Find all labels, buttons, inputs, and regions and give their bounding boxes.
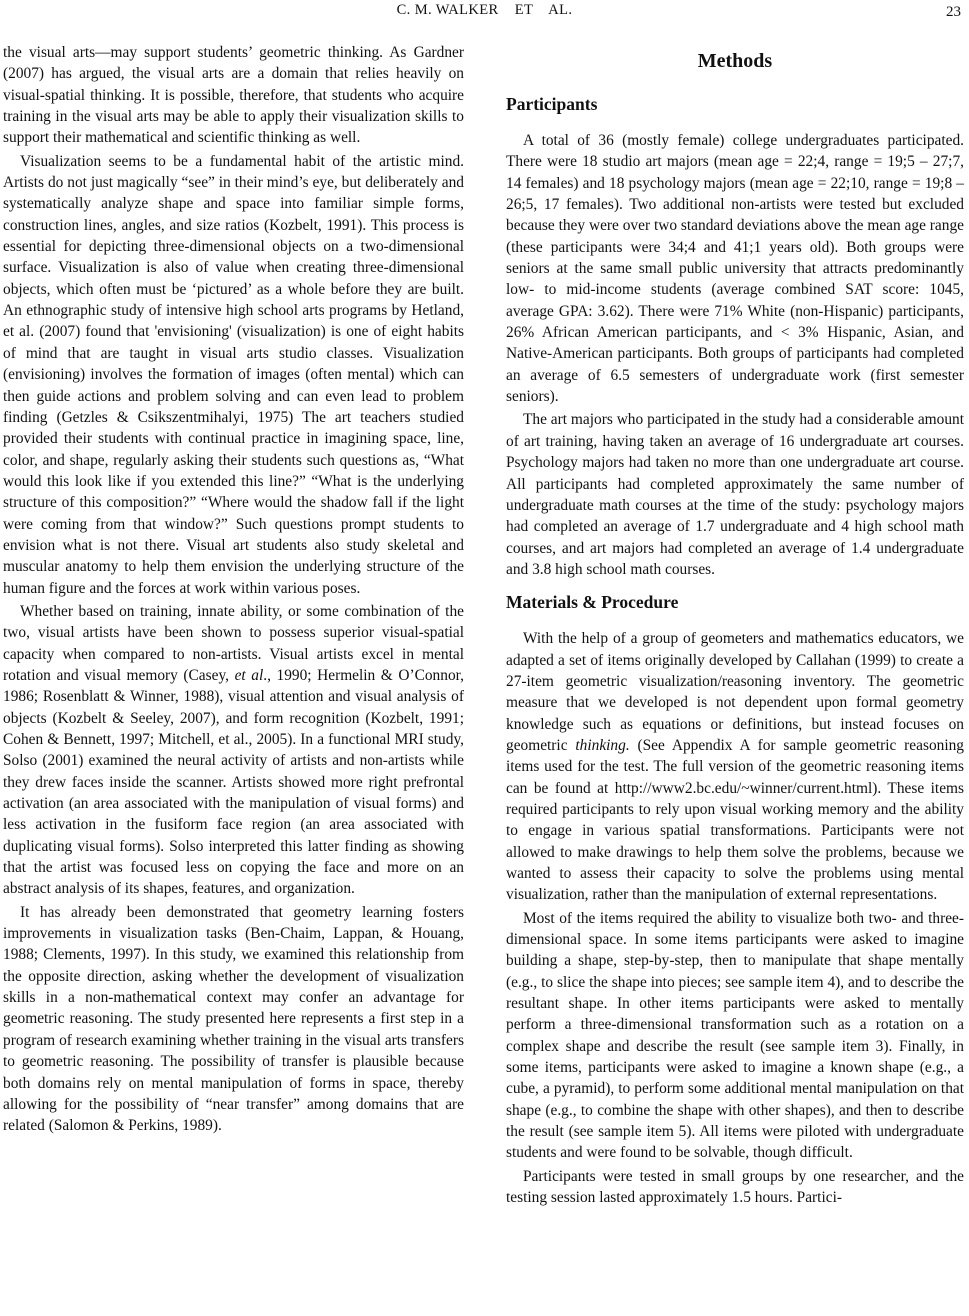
paragraph bbox=[506, 628, 964, 905]
paragraph bbox=[3, 601, 464, 900]
paragraph: A total of 36 (mostly female) college undergraduates participated. There were 18 studio art majors (mean age = 22;4, range = 19;5 – 27;7, 14 females) and 18 psychology majors (mean age = 22;10, range = 19;8 – 26;5, 17 females). Two additional non-artists were tested but excluded because they were over two standard deviations above the mean age range (these participants were 34;4 and 41;1 years old). Both groups were seniors at the same small public university that attracts predominantly low- to mid-income students (average combined SAT score: 1045, average GPA: 3.62). There were 71% White (non-Hispanic) participants, 26% African American participants, and < 3% Hispanic, Asian, and Native-American participants. Both groups of participants had completed an average of 6.5 semesters of undergraduate work (first semester seniors). bbox=[506, 132, 964, 406]
paragraph: It has already been demonstrated that geometry learning fosters improvements in visualization tasks (Ben-Chaim, Lappan, & Houang, 1988; Clements, 1997). In this study, we examined this relationship from the opposite direction, asking whether the development of visualization skills in a non-mathematical context may confer an advantage for geometric reasoning. The study presented here represents a first step in a program of research examining whether training in the visual arts transfers to geometric reasoning. The possibility of transfer is plausible because both domains rely on mental manipulation of forms in space, thereby allowing for the possibility of “near transfer” among domains that are related (Salomon & Perkins, 1989). bbox=[3, 903, 464, 1135]
text-run: ., 1990; Hermelin & O’Connor, 1986; Rosenblatt & Winner, 1988), visual attention and visual analysis of objects (Kozbelt & Seeley, 2007), and form recognition (Kozbelt, 1991; Cohen & Bennett, 1997; Mitchell, et al., 2005). In a functional MRI study, Solso (2001) examined the neural activity of artists and non-artists while they drew faces inside the scanner. Artists showed more right prefrontal activation (an area associated with the manipulation of visual forms) and less activation in the fusiform face region (an area associated with duplicating visual forms). Solso interpreted this latter finding as showing that the artist was focused less on copying the face and more on an abstract analysis of its shapes, features, and organization. bbox=[3, 666, 464, 898]
running-head-author: C. M. WALKER ET AL. bbox=[396, 2, 573, 18]
italic-text: et al bbox=[234, 666, 264, 684]
right-column bbox=[506, 42, 964, 1209]
paragraph: the visual arts—may support students’ geometric thinking. As Gardner (2007) has argued, the visual arts are a domain that relies heavily on visual-spatial thinking. It is possible, therefore, that students who acquire training in the visual arts may be able to apply their visualization skills to support their mathematical and scientific thinking as well. bbox=[3, 44, 464, 147]
running-head bbox=[0, 0, 969, 24]
text-run: With the help of a group of geometers and mathematics educators, we adapted a set of items originally developed by Callahan (1999) to create a 27-item geometric visualization/reasoning inventory. The geometric measure that we developed is not dependent upon formal geometry knowledge such as equations or definitions, but instead focuses on geometric bbox=[506, 630, 964, 754]
text-run: (See Appendix A for sample geometric reasoning items used for the test. The full version of the geometric reasoning items can be found at http://www2.bc.edu/~winner/current.html). These items required participants to rely upon visual working memory and the ability to engage in various spatial transformations. Participants were not allowed to make drawings to help them solve the problems, because we wanted to assess their capacity to solve the problems using mental visualization, rather than the manipulation of external representations. bbox=[506, 736, 964, 904]
page-number: 23 bbox=[946, 4, 961, 20]
subsection-title-materials: Materials & Procedure bbox=[506, 592, 679, 613]
paragraph: Participants were tested in small groups by one researcher, and the testing session lasted approximately 1.5 hours. Partici- bbox=[506, 1167, 964, 1207]
italic-text: thinking. bbox=[575, 736, 630, 754]
text-run: Whether based on training, innate ability, or some combination of the two, visual artists have been shown to possess superior visual-spatial capacity when compared to non-artists. Visual artists excel in mental rotation and visual memory (Casey, bbox=[3, 602, 464, 684]
section-title: Methods bbox=[697, 50, 773, 72]
subsection-title-participants: Participants bbox=[506, 94, 598, 114]
paragraph: Most of the items required the ability to visualize both two- and three-dimensional space. In some items participants were asked to imagine building a shape, step-by-step, then to manipulate that shape mentally (e.g., to slice the shape into pieces; see sample item 4), and to describe the resultant shape. In other items participants were asked to mentally perform a three-dimensional transformation such as a rotation on a complex shape and describe the result (see sample item 3). Finally, in some items, participants were asked to imagine a known shape (e.g., a cube, a pyramid), to perform some additional mental manipulation on that shape (e.g., to combine the shape with other shapes), and then to describe the result (see sample item 5). All items were piloted with undergraduate students and were found to be solvable, though difficult. bbox=[506, 909, 964, 1162]
paragraph: The art majors who participated in the study had a considerable amount of art training, having taken an average of 16 undergraduate art courses. Psychology majors had taken no more than one undergraduate art course. All participants had completed approximately the same number of undergraduate math courses at the time of the study: psychology majors had completed an average of 1.7 undergraduate and 4 high school math courses, and art majors had completed an average of 1.4 undergraduate and 3.8 high school math courses. bbox=[506, 411, 964, 578]
left-column bbox=[3, 42, 464, 1137]
paragraph: Visualization seems to be a fundamental habit of the artistic mind. Artists do not just magically “see” in their mind’s eye, but deliberately and systematically analyze shape and space into familiar simple forms, construction lines, angles, and size ratios (Kozbelt, 1991). This process is essential for depicting three-dimensional objects on a two-dimensional surface. Visualization is also of value when creating three-dimensional objects, which often must be ‘pictured’ as a whole before they are built. An ethnographic study of intensive high school arts programs by Hetland, et al. (2007) found that 'envisioning' (visualization) is one of eight habits of mind that are taught in visual arts studio classes. Visualization (envisioning) involves the formation of images (often mental) which can then guide actions and problem solving and can even lead to problem finding (Getzles & Csikszentmihalyi, 1975) The art teachers studied provided their students with continual practice in imagining space, line, color, and shape, regularly asking their students such questions as, “What would this look like if you extended this line?” “What is the underlying structure of this composition?” “Where would the shadow fall if the light were coming from that window?” Such questions prompt students to envision what is not there. Visual art students also study skeletal and muscular anatomy to help them envision the underlying structure of the human figure and the forces at work within various poses. bbox=[3, 152, 464, 597]
